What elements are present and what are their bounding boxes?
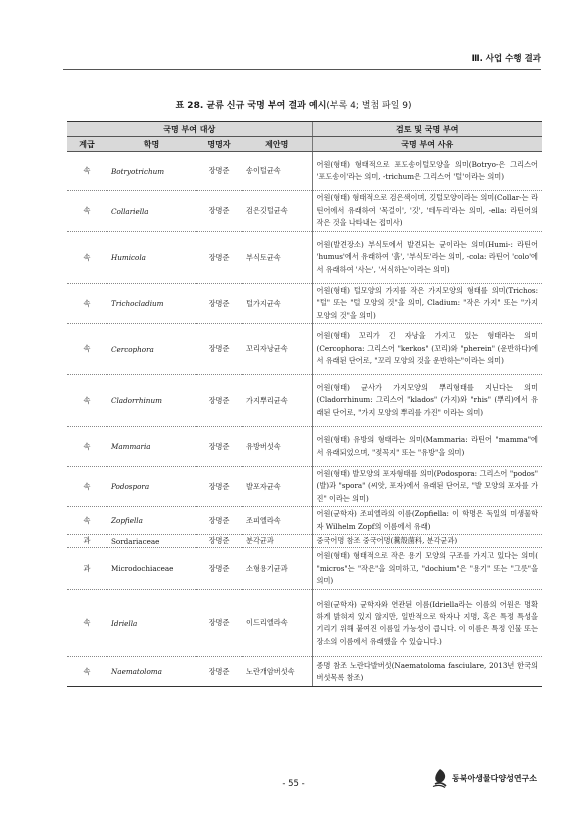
scientific-name-cell: Botryotrichum: [107, 152, 196, 191]
rank-cell: 속: [67, 467, 107, 507]
table-row: [67, 657, 542, 687]
col-header-author: 명명자: [196, 137, 242, 152]
col-header-reason: 국명 부여 사유: [312, 137, 542, 152]
reason-cell: 중국어명 참조 중국어명(糞殼菌科, 분각균과): [312, 535, 542, 548]
table-row: [67, 590, 542, 657]
proposed-name-cell: 꼬리자낭균속: [242, 324, 312, 375]
reason-cell: 어원(형태) 발모양의 포자형태를 의미(Podospora: 그리스어 "podos" (발)과 "spora" (씨앗, 포자)에서 유래된 단어로, "발 모양의 포자를 가진" 이라는 의미): [312, 467, 542, 507]
caption-label: 표 28. 균류 신규 국명 부여 결과 예시: [175, 101, 327, 111]
institute-logo: [431, 768, 537, 788]
col-header-scientific-name: 학명: [107, 137, 196, 152]
rank-cell: 속: [67, 375, 107, 427]
proposed-name-cell: 조피엘라속: [242, 507, 312, 535]
table-row: [67, 152, 542, 191]
author-cell: 장명준: [196, 507, 242, 535]
reason-cell: 어원(형태) 형태적으로 포도송이털모양을 의미(Botryo-은 그리스어 '포도송이'라는 의미, -trichum은 그리스어 '털'이라는 의미): [312, 152, 542, 191]
proposed-name-cell: 털가지균속: [242, 284, 312, 324]
reason-cell: 어원(형태) 균사가 가지모양의 뿌리형태를 지닌다는 의미(Cladorrhinum: 그리스어 "klados" (가지)와 "rhis" (뿌리)에서 유래된 단어로, "가지 모양의 뿌리를 가진" 이라는 의미): [312, 375, 542, 427]
scientific-name-cell: Podospora: [107, 467, 196, 507]
col-header-proposed-name: 제안명: [242, 137, 312, 152]
scientific-name-cell: Zopfiella: [107, 507, 196, 535]
proposed-name-cell: 분각균과: [242, 535, 312, 548]
author-cell: 장명준: [196, 324, 242, 375]
scientific-name-cell: Humicola: [107, 232, 196, 284]
author-cell: 장명준: [196, 427, 242, 467]
author-cell: 장명준: [196, 467, 242, 507]
table-row: [67, 535, 542, 548]
reason-cell: 어원(형태) 꼬리가 긴 자낭을 가지고 있는 형태라는 의미(Cercophora: 그리스어 "kerkos" (꼬리)와 "pherein" (운반하다)에서 유래된 단어로, "꼬리 모양의 것을 운반하는"이라는 의미): [312, 324, 542, 375]
table-row: [67, 467, 542, 507]
col-header-rank: 계급: [67, 137, 107, 152]
institute-name: 동북아생물다양성연구소: [452, 773, 538, 783]
leaf-logo-icon: [431, 768, 449, 788]
author-cell: 장명준: [196, 535, 242, 548]
proposed-name-cell: 부식토균속: [242, 232, 312, 284]
table-row: [67, 191, 542, 232]
reason-cell: 어원(형태) 유방의 형태라는 의미(Mammaria: 라틴어 "mamma"에서 유래되었으며, "젖꼭지" 또는 "유방"을 의미): [312, 427, 542, 467]
group-header-review: 검토 및 국명 부여: [312, 122, 542, 137]
reason-cell: 어원(형태) 형태적으로 작은 용기 모양의 구조를 가지고 있다는 의미( "micros"는 "작은"을 의미하고, "dochium"은 "용기" 또는 "그릇"을 의미): [312, 548, 542, 590]
table-row: [67, 375, 542, 427]
reason-cell: 어원(형태) 털모양의 가지를 작은 가지모양의 형태를 의미(Trichos: "털" 또는 "털 모양의 것"을 의미, Cladium: "작은 가지" 또는 "가지 모양의 것"을 의미): [312, 284, 542, 324]
reason-cell: 어원(발견장소) 부식토에서 발견되는 균이라는 의미(Humi-: 라틴어 'humus'에서 유래하여 '흙', '부식토'라는 의미, -cola: 라틴어 'colo'에서 유래하여 '사는', '서식하는'이라는 의미): [312, 232, 542, 284]
scientific-name-cell: Trichocladium: [107, 284, 196, 324]
reason-cell: 어원(균학자) 조피엘라의 이름(Zopfiella: 이 학명은 독일의 미생물학자 Wilhelm Zopf의 이름에서 유래): [312, 507, 542, 535]
rank-cell: 속: [67, 232, 107, 284]
scientific-name-cell: Cercophora: [107, 324, 196, 375]
running-header: [63, 52, 541, 70]
proposed-name-cell: 소형용기균과: [242, 548, 312, 590]
proposed-name-cell: 송이털균속: [242, 152, 312, 191]
proposed-name-cell: 유방버섯속: [242, 427, 312, 467]
caption-suffix: (부록 4; 별첨 파일 9): [326, 101, 412, 111]
author-cell: 장명준: [196, 284, 242, 324]
table-row: [67, 507, 542, 535]
rank-cell: 속: [67, 191, 107, 232]
reason-cell: 종명 참조 노란다발버섯(Naematoloma fasciulare, 2013년 한국의 버섯목록 참조): [312, 657, 542, 687]
author-cell: 장명준: [196, 657, 242, 687]
proposed-name-cell: 가지뿌리균속: [242, 375, 312, 427]
author-cell: 장명준: [196, 191, 242, 232]
rank-cell: 속: [67, 284, 107, 324]
table-caption: [0, 100, 587, 112]
rank-cell: 속: [67, 590, 107, 657]
scientific-name-cell: Mammaria: [107, 427, 196, 467]
rank-cell: 속: [67, 152, 107, 191]
naming-results-table: [67, 121, 542, 687]
scientific-name-cell: Naematoloma: [107, 657, 196, 687]
group-header-target: 국명 부여 대상: [67, 122, 312, 137]
scientific-name-cell: Collariella: [107, 191, 196, 232]
author-cell: 장명준: [196, 548, 242, 590]
reason-cell: 어원(균학자) 균학자와 연관된 이름(Idriella라는 이름의 어원은 명확하게 밝혀져 있지 않지만, 일반적으로 학자나 지명, 혹은 특정 특성을 기리기 위해 붙여진 이름일 가능성이 큽니다. 이 이름은 특정 인물 또는 장소의 이름에서 유래했을 수 있습니다.): [312, 590, 542, 657]
section-title: Ⅲ. 사업 수행 결과: [471, 54, 541, 64]
scientific-name-cell: Idriella: [107, 590, 196, 657]
author-cell: 장명준: [196, 152, 242, 191]
table-row: [67, 324, 542, 375]
table-row: [67, 232, 542, 284]
table-row: [67, 284, 542, 324]
rank-cell: 과: [67, 535, 107, 548]
proposed-name-cell: 발포자균속: [242, 467, 312, 507]
proposed-name-cell: 노란개암버섯속: [242, 657, 312, 687]
scientific-name-cell: Sordariaceae: [107, 535, 196, 548]
rank-cell: 속: [67, 657, 107, 687]
table-row: [67, 548, 542, 590]
scientific-name-cell: Microdochiaceae: [107, 548, 196, 590]
reason-cell: 어원(형태) 형태적으로 검은색이며, 깃털모양이라는 의미(Collar-는 라틴어에서 유래하여 '목걸이', '깃', '테두리'라는 의미, -ella: 라틴어의 작은 것을 나타내는 접미사): [312, 191, 542, 232]
author-cell: 장명준: [196, 232, 242, 284]
proposed-name-cell: 검은깃털균속: [242, 191, 312, 232]
rank-cell: 속: [67, 507, 107, 535]
rank-cell: 속: [67, 427, 107, 467]
table-row: [67, 427, 542, 467]
rank-cell: 과: [67, 548, 107, 590]
author-cell: 장명준: [196, 590, 242, 657]
author-cell: 장명준: [196, 375, 242, 427]
proposed-name-cell: 이드리엘라속: [242, 590, 312, 657]
scientific-name-cell: Cladorrhinum: [107, 375, 196, 427]
page-number: - 55 -: [282, 779, 305, 789]
rank-cell: 속: [67, 324, 107, 375]
